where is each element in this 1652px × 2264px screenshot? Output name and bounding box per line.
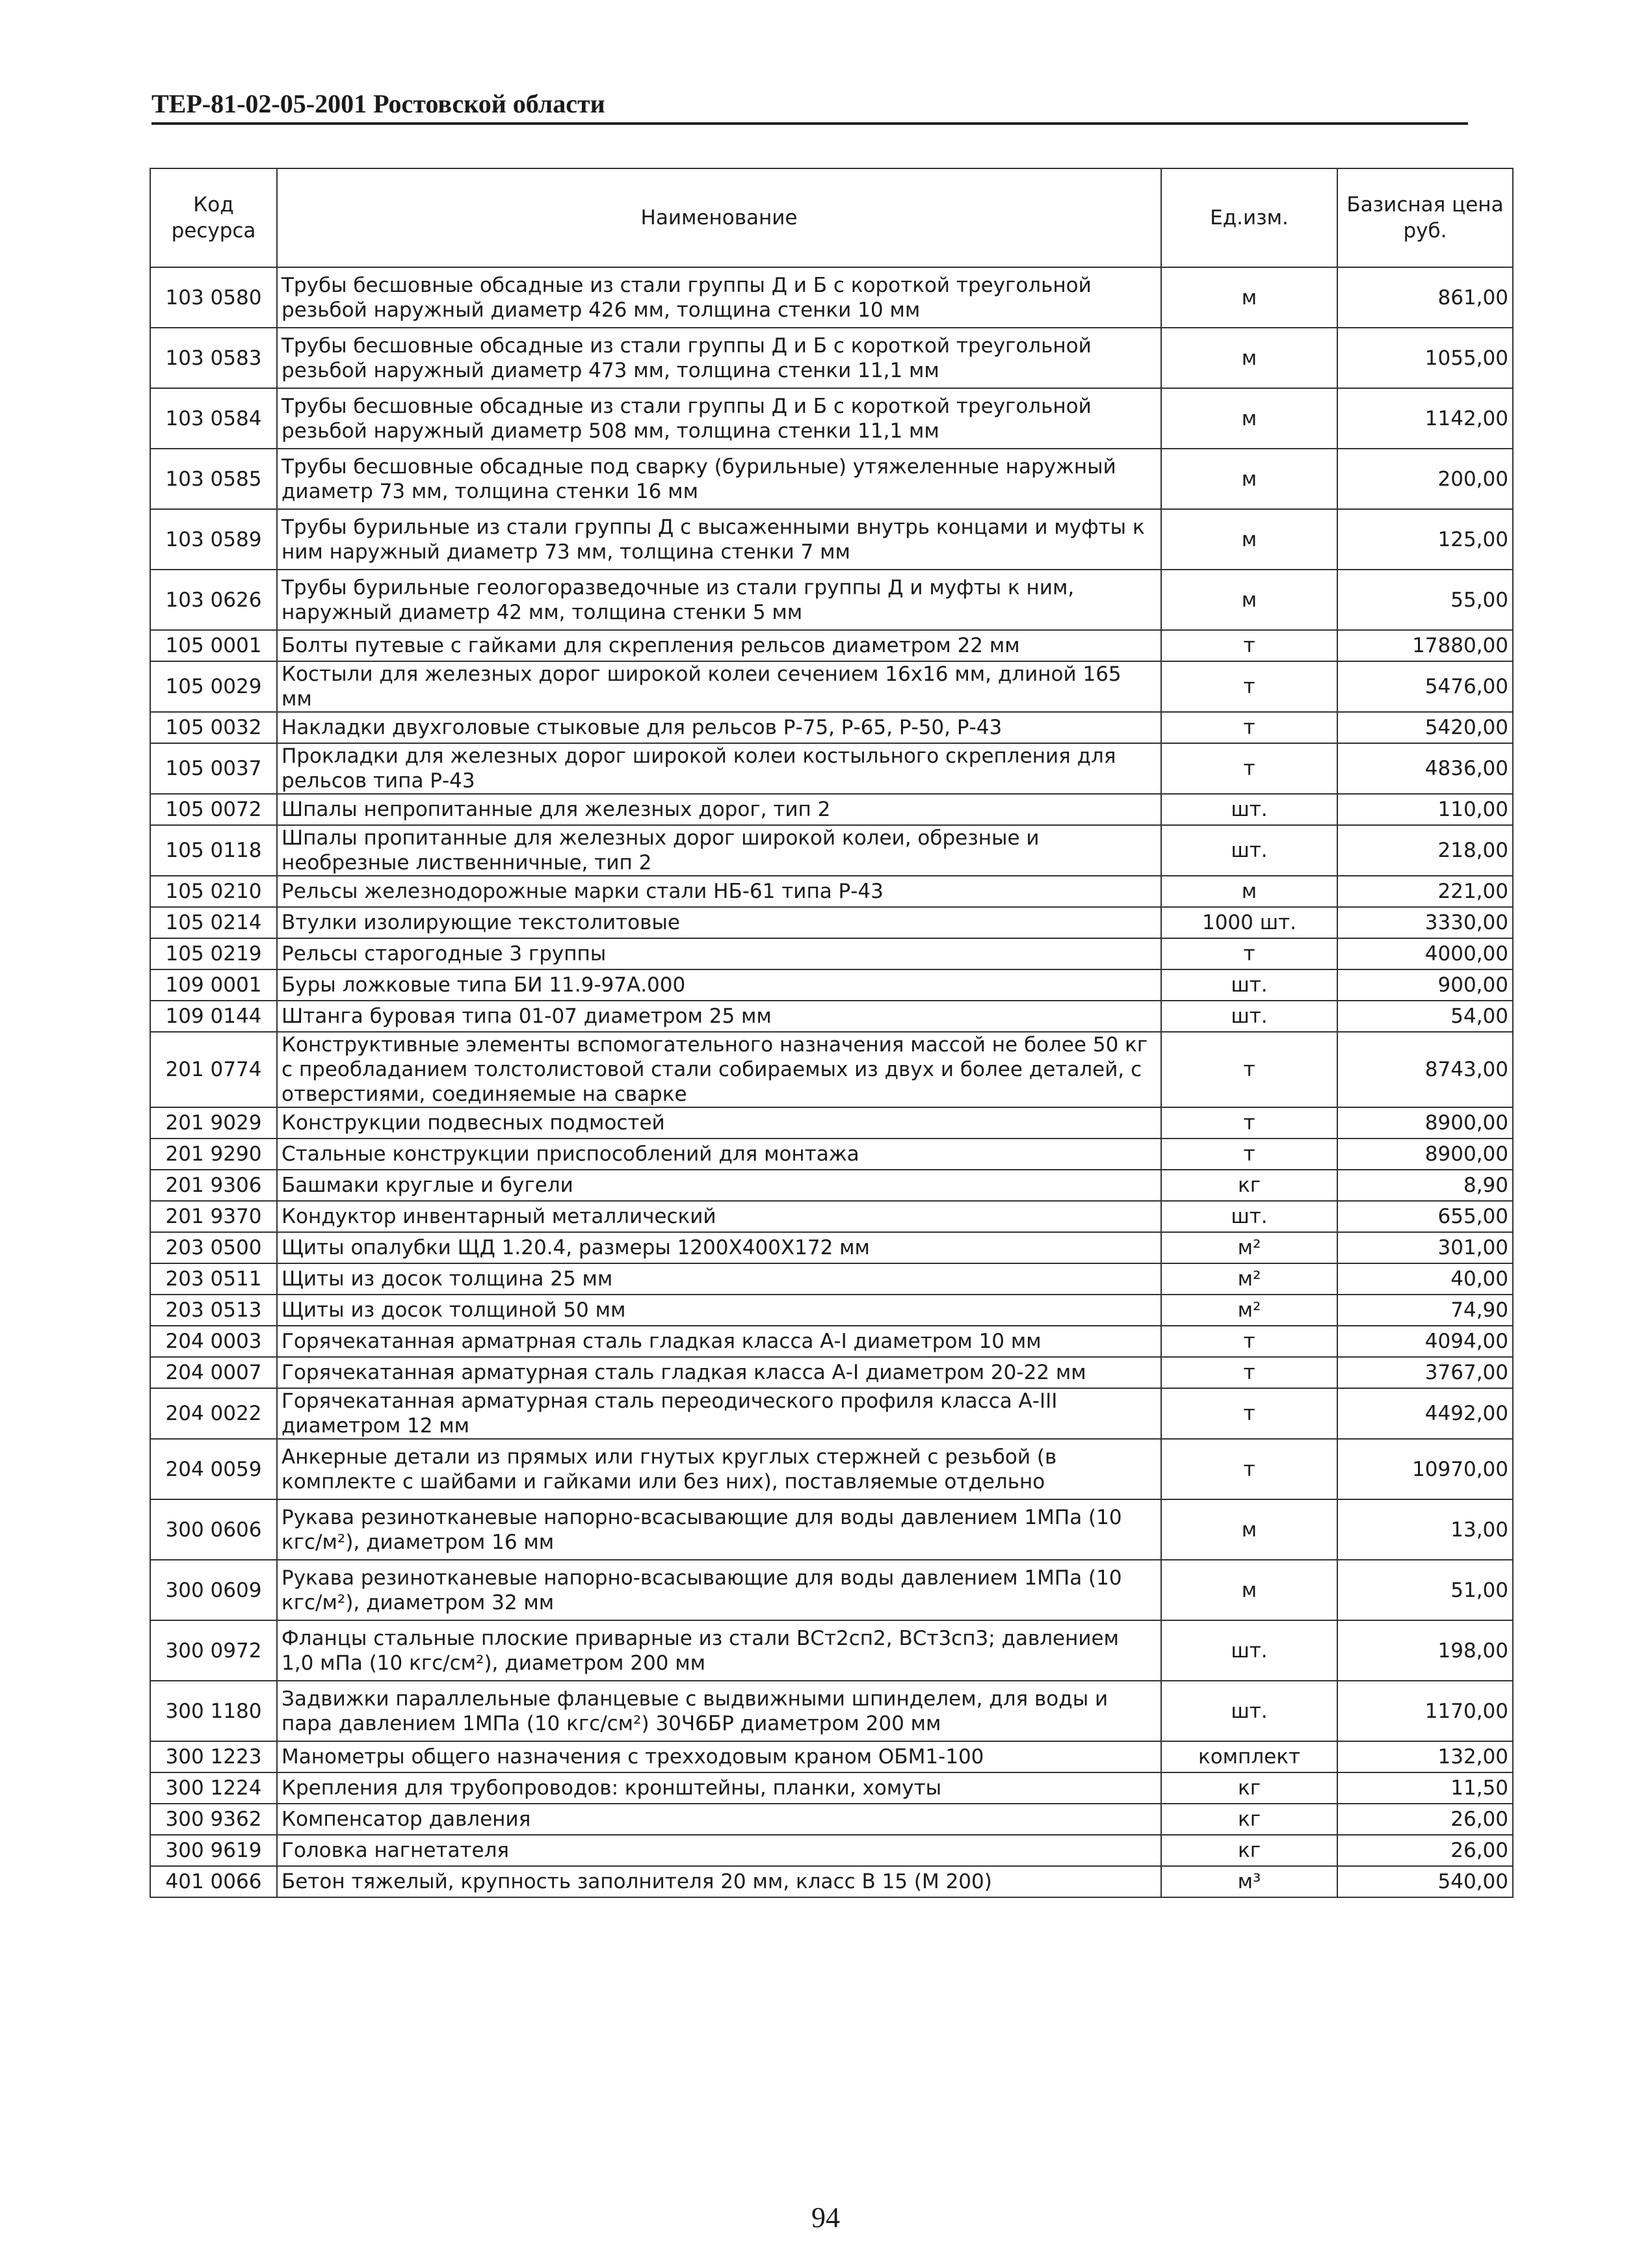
- cell-price: 3330,00: [1337, 907, 1513, 938]
- table-header-row: [150, 168, 1513, 267]
- cell-name: Рельсы старогодные 3 группы: [277, 938, 1161, 969]
- cell-unit: т: [1161, 1139, 1337, 1170]
- cell-price: 40,00: [1337, 1263, 1513, 1295]
- cell-name: Щиты из досок толщина 25 мм: [277, 1263, 1161, 1295]
- table-row: [150, 907, 1513, 938]
- cell-code: 201 0774: [150, 1032, 277, 1107]
- cell-code: 300 9619: [150, 1835, 277, 1866]
- cell-unit: шт.: [1161, 794, 1337, 825]
- table-row: [150, 630, 1513, 661]
- cell-code: 105 0219: [150, 938, 277, 969]
- cell-unit: м: [1161, 449, 1337, 509]
- cell-price: 198,00: [1337, 1620, 1513, 1681]
- cell-unit: т: [1161, 1357, 1337, 1388]
- cell-unit: т: [1161, 630, 1337, 661]
- cell-unit: м: [1161, 876, 1337, 907]
- cell-price: 4836,00: [1337, 743, 1513, 794]
- cell-price: 8743,00: [1337, 1032, 1513, 1107]
- cell-code: 300 0606: [150, 1499, 277, 1560]
- cell-code: 105 0214: [150, 907, 277, 938]
- cell-price: 4000,00: [1337, 938, 1513, 969]
- cell-code: 105 0029: [150, 661, 277, 712]
- cell-unit: шт.: [1161, 1001, 1337, 1032]
- cell-name: Накладки двухголовые стыковые для рельсов Р-75, Р-65, Р-50, Р-43: [277, 712, 1161, 743]
- table-row: [150, 743, 1513, 794]
- table-row: [150, 1439, 1513, 1499]
- cell-code: 103 0589: [150, 509, 277, 570]
- table-row: [150, 661, 1513, 712]
- cell-code: 105 0210: [150, 876, 277, 907]
- cell-name: Шпалы пропитанные для железных дорог широкой колеи, обрезные и необрезные лиственничные, тип 2: [277, 825, 1161, 876]
- cell-unit: шт.: [1161, 969, 1337, 1001]
- cell-name: Трубы бесшовные обсадные из стали группы Д и Б с короткой треугольной резьбой наружный диаметр 426 мм, толщина стенки 10 мм: [277, 267, 1161, 328]
- table-row: [150, 825, 1513, 876]
- cell-name: Горячекатанная арматурная сталь гладкая класса А-I диаметром 20-22 мм: [277, 1357, 1161, 1388]
- cell-unit: м²: [1161, 1295, 1337, 1326]
- cell-price: 10970,00: [1337, 1439, 1513, 1499]
- cell-price: 540,00: [1337, 1866, 1513, 1897]
- cell-name: Трубы бесшовные обсадные под сварку (бурильные) утяжеленные наружный диаметр 73 мм, толщина стенки 16 мм: [277, 449, 1161, 509]
- table-row: [150, 1263, 1513, 1295]
- header-name: Наименование: [277, 168, 1161, 267]
- table-row: [150, 1001, 1513, 1032]
- header-code: Код ресурса: [150, 168, 277, 267]
- cell-unit: кг: [1161, 1804, 1337, 1835]
- table-row: [150, 570, 1513, 630]
- cell-price: 1170,00: [1337, 1681, 1513, 1741]
- cell-price: 26,00: [1337, 1804, 1513, 1835]
- table-row: [150, 1170, 1513, 1201]
- cell-name: Буры ложковые типа БИ 11.9-97А.000: [277, 969, 1161, 1001]
- cell-name: Манометры общего назначения с трехходовым краном ОБМ1-100: [277, 1741, 1161, 1772]
- table-row: [150, 509, 1513, 570]
- cell-name: Костыли для железных дорог широкой колеи сечением 16х16 мм, длиной 165 мм: [277, 661, 1161, 712]
- table-row: [150, 1201, 1513, 1232]
- cell-unit: кг: [1161, 1170, 1337, 1201]
- cell-name: Бетон тяжелый, крупность заполнителя 20 мм, класс В 15 (М 200): [277, 1866, 1161, 1897]
- table-row: [150, 1295, 1513, 1326]
- cell-price: 54,00: [1337, 1001, 1513, 1032]
- cell-code: 103 0585: [150, 449, 277, 509]
- cell-unit: кг: [1161, 1772, 1337, 1804]
- cell-price: 132,00: [1337, 1741, 1513, 1772]
- cell-name: Болты путевые с гайками для скрепления рельсов диаметром 22 мм: [277, 630, 1161, 661]
- page-number: 94: [811, 2202, 840, 2233]
- cell-price: 74,90: [1337, 1295, 1513, 1326]
- cell-price: 655,00: [1337, 1201, 1513, 1232]
- cell-name: Конструкции подвесных подмостей: [277, 1107, 1161, 1139]
- cell-name: Штанга буровая типа 01-07 диаметром 25 мм: [277, 1001, 1161, 1032]
- table-row: [150, 1388, 1513, 1439]
- cell-unit: шт.: [1161, 1201, 1337, 1232]
- cell-code: 105 0037: [150, 743, 277, 794]
- cell-code: 201 9029: [150, 1107, 277, 1139]
- table-row: [150, 1326, 1513, 1357]
- cell-code: 204 0059: [150, 1439, 277, 1499]
- cell-unit: м: [1161, 388, 1337, 449]
- table-row: [150, 712, 1513, 743]
- cell-price: 55,00: [1337, 570, 1513, 630]
- cell-code: 105 0032: [150, 712, 277, 743]
- cell-unit: м: [1161, 509, 1337, 570]
- cell-price: 200,00: [1337, 449, 1513, 509]
- cell-price: 26,00: [1337, 1835, 1513, 1866]
- cell-unit: м: [1161, 328, 1337, 388]
- cell-unit: 1000 шт.: [1161, 907, 1337, 938]
- cell-unit: т: [1161, 1032, 1337, 1107]
- cell-unit: т: [1161, 712, 1337, 743]
- cell-code: 109 0001: [150, 969, 277, 1001]
- cell-name: Конструктивные элементы вспомогательного назначения массой не более 50 кг с преобладанием толстолистовой стали собираемых из двух и более деталей, с отверстиями, соединяемые на сварке: [277, 1032, 1161, 1107]
- cell-name: Трубы бесшовные обсадные из стали группы Д и Б с короткой треугольной резьбой наружный диаметр 508 мм, толщина стенки 11,1 мм: [277, 388, 1161, 449]
- cell-price: 51,00: [1337, 1560, 1513, 1620]
- cell-code: 203 0513: [150, 1295, 277, 1326]
- table-row: [150, 449, 1513, 509]
- table-row: [150, 1357, 1513, 1388]
- cell-name: Задвижки параллельные фланцевые с выдвижными шпинделем, для воды и пара давлением 1МПа (10 кгс/см²) 30Ч6БР диаметром 200 мм: [277, 1681, 1161, 1741]
- cell-name: Трубы бесшовные обсадные из стали группы Д и Б с короткой треугольной резьбой наружный диаметр 473 мм, толщина стенки 11,1 мм: [277, 328, 1161, 388]
- cell-name: Горячекатанная арматурная сталь переодического профиля класса А-III диаметром 12 мм: [277, 1388, 1161, 1439]
- cell-unit: комплект: [1161, 1741, 1337, 1772]
- cell-code: 105 0118: [150, 825, 277, 876]
- cell-price: 8900,00: [1337, 1107, 1513, 1139]
- cell-code: 203 0511: [150, 1263, 277, 1295]
- cell-name: Горячекатанная арматрная сталь гладкая класса А-I диаметром 10 мм: [277, 1326, 1161, 1357]
- cell-code: 103 0584: [150, 388, 277, 449]
- cell-price: 17880,00: [1337, 630, 1513, 661]
- cell-name: Башмаки круглые и бугели: [277, 1170, 1161, 1201]
- table-row: [150, 1835, 1513, 1866]
- cell-code: 204 0022: [150, 1388, 277, 1439]
- cell-code: 401 0066: [150, 1866, 277, 1897]
- cell-name: Компенсатор давления: [277, 1804, 1161, 1835]
- cell-price: 5476,00: [1337, 661, 1513, 712]
- cell-unit: шт.: [1161, 1620, 1337, 1681]
- cell-name: Трубы бурильные из стали группы Д с высаженными внутрь концами и муфты к ним наружный диаметр 73 мм, толщина стенки 7 мм: [277, 509, 1161, 570]
- cell-unit: м: [1161, 1499, 1337, 1560]
- cell-price: 218,00: [1337, 825, 1513, 876]
- table-row: [150, 876, 1513, 907]
- cell-unit: м²: [1161, 1232, 1337, 1263]
- cell-code: 201 9370: [150, 1201, 277, 1232]
- cell-code: 300 0972: [150, 1620, 277, 1681]
- cell-name: Рукава резинотканевые напорно-всасывающие для воды давлением 1МПа (10 кгс/м²), диаметром 32 мм: [277, 1560, 1161, 1620]
- cell-unit: т: [1161, 743, 1337, 794]
- table-row: [150, 388, 1513, 449]
- cell-unit: шт.: [1161, 825, 1337, 876]
- cell-price: 3767,00: [1337, 1357, 1513, 1388]
- cell-price: 221,00: [1337, 876, 1513, 907]
- cell-code: 203 0500: [150, 1232, 277, 1263]
- cell-price: 11,50: [1337, 1772, 1513, 1804]
- cell-unit: т: [1161, 1388, 1337, 1439]
- cell-code: 300 1223: [150, 1741, 277, 1772]
- header-unit: Ед.изм.: [1161, 168, 1337, 267]
- cell-price: 8900,00: [1337, 1139, 1513, 1170]
- cell-unit: м: [1161, 570, 1337, 630]
- table-row: [150, 794, 1513, 825]
- table-row: [150, 328, 1513, 388]
- cell-name: Щиты опалубки ЩД 1.20.4, размеры 1200Х400Х172 мм: [277, 1232, 1161, 1263]
- cell-price: 8,90: [1337, 1170, 1513, 1201]
- cell-name: Трубы бурильные геологоразведочные из стали группы Д и муфты к ним, наружный диаметр 42 мм, толщина стенки 5 мм: [277, 570, 1161, 630]
- table-row: [150, 1032, 1513, 1107]
- resource-price-table: [150, 168, 1514, 1898]
- cell-code: 105 0072: [150, 794, 277, 825]
- cell-unit: м: [1161, 267, 1337, 328]
- cell-price: 110,00: [1337, 794, 1513, 825]
- table-row: [150, 1804, 1513, 1835]
- table-row: [150, 1772, 1513, 1804]
- cell-unit: т: [1161, 1326, 1337, 1357]
- cell-name: Щиты из досок толщиной 50 мм: [277, 1295, 1161, 1326]
- cell-unit: м²: [1161, 1263, 1337, 1295]
- cell-code: 105 0001: [150, 630, 277, 661]
- cell-price: 900,00: [1337, 969, 1513, 1001]
- cell-name: Головка нагнетателя: [277, 1835, 1161, 1866]
- cell-price: 13,00: [1337, 1499, 1513, 1560]
- cell-name: Анкерные детали из прямых или гнутых круглых стержней с резьбой (в комплекте с шайбами и гайками или без них), поставляемые отдельно: [277, 1439, 1161, 1499]
- cell-unit: т: [1161, 1107, 1337, 1139]
- cell-unit: т: [1161, 661, 1337, 712]
- cell-name: Рельсы железнодорожные марки стали НБ-61 типа Р-43: [277, 876, 1161, 907]
- table-row: [150, 938, 1513, 969]
- cell-price: 1142,00: [1337, 388, 1513, 449]
- cell-code: 103 0580: [150, 267, 277, 328]
- table-row: [150, 1681, 1513, 1741]
- cell-price: 861,00: [1337, 267, 1513, 328]
- cell-name: Кондуктор инвентарный металлический: [277, 1201, 1161, 1232]
- cell-unit: шт.: [1161, 1681, 1337, 1741]
- table-row: [150, 1107, 1513, 1139]
- cell-price: 5420,00: [1337, 712, 1513, 743]
- cell-name: Прокладки для железных дорог широкой колеи костыльного скрепления для рельсов типа Р-43: [277, 743, 1161, 794]
- cell-name: Рукава резинотканевые напорно-всасывающие для воды давлением 1МПа (10 кгс/м²), диаметром 16 мм: [277, 1499, 1161, 1560]
- cell-name: Втулки изолирующие текстолитовые: [277, 907, 1161, 938]
- cell-unit: т: [1161, 1439, 1337, 1499]
- cell-unit: кг: [1161, 1835, 1337, 1866]
- cell-code: 201 9290: [150, 1139, 277, 1170]
- table-row: [150, 1232, 1513, 1263]
- header-price: Базисная цена руб.: [1337, 168, 1513, 267]
- table-row: [150, 1866, 1513, 1897]
- table-row: [150, 969, 1513, 1001]
- cell-name: Крепления для трубопроводов: кронштейны, планки, хомуты: [277, 1772, 1161, 1804]
- table-row: [150, 1560, 1513, 1620]
- cell-unit: т: [1161, 938, 1337, 969]
- cell-price: 125,00: [1337, 509, 1513, 570]
- cell-code: 300 1180: [150, 1681, 277, 1741]
- table-row: [150, 1741, 1513, 1772]
- table-row: [150, 1620, 1513, 1681]
- cell-unit: м³: [1161, 1866, 1337, 1897]
- table-row: [150, 267, 1513, 328]
- cell-code: 300 0609: [150, 1560, 277, 1620]
- cell-code: 300 9362: [150, 1804, 277, 1835]
- cell-code: 201 9306: [150, 1170, 277, 1201]
- cell-code: 204 0007: [150, 1357, 277, 1388]
- cell-code: 204 0003: [150, 1326, 277, 1357]
- cell-name: Стальные конструкции приспособлений для монтажа: [277, 1139, 1161, 1170]
- table-row: [150, 1139, 1513, 1170]
- cell-name: Шпалы непропитанные для железных дорог, тип 2: [277, 794, 1161, 825]
- cell-code: 109 0144: [150, 1001, 277, 1032]
- cell-price: 301,00: [1337, 1232, 1513, 1263]
- cell-price: 4094,00: [1337, 1326, 1513, 1357]
- cell-code: 103 0626: [150, 570, 277, 630]
- table-row: [150, 1499, 1513, 1560]
- cell-code: 300 1224: [150, 1772, 277, 1804]
- cell-unit: м: [1161, 1560, 1337, 1620]
- cell-price: 1055,00: [1337, 328, 1513, 388]
- document-title: ТЕР-81-02-05-2001 Ростовской области: [151, 88, 1468, 125]
- cell-name: Фланцы стальные плоские приварные из стали ВСт2сп2, ВСт3сп3; давлением 1,0 мПа (10 кгс/см²), диаметром 200 мм: [277, 1620, 1161, 1681]
- cell-code: 103 0583: [150, 328, 277, 388]
- cell-price: 4492,00: [1337, 1388, 1513, 1439]
